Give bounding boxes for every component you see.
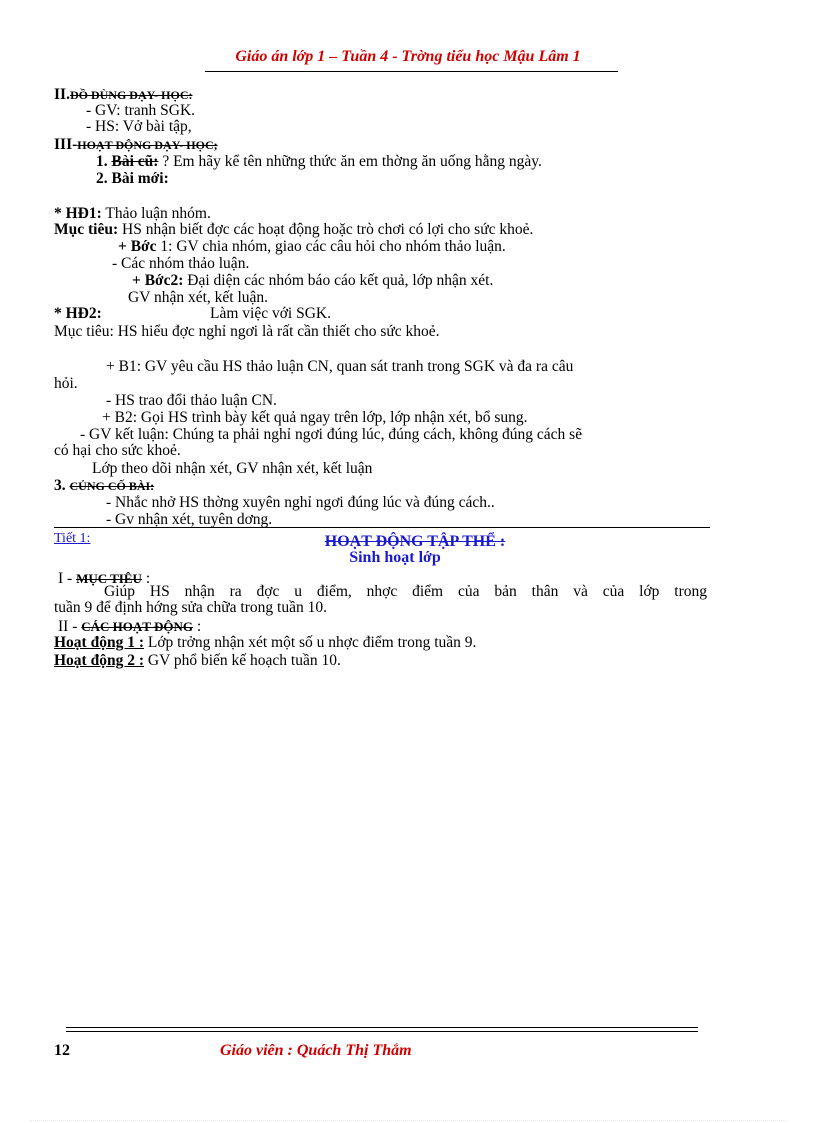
hd1-buoc1-line [118,238,506,255]
hd2-b1-line2: hỏi. [54,375,78,392]
cung-co-number: 3. [54,477,66,494]
hd1-muc-tieu-text: HS nhận biết đợc các hoạt động hoặc trò chơi có lợi cho sức khoẻ. [118,221,534,238]
hoat-dong-2-label: Hoạt động 2 : [54,652,144,669]
cac-hoat-dong-heading [58,618,201,635]
muc-tieu-line1: Giúp HS nhận ra đợc u điểm, nhợc điểm của bản thân và của lớp trong [104,583,707,600]
muc-tieu-label: MỤC TIÊU [76,571,142,586]
hd1-text: Thảo luận nhóm. [101,205,211,222]
hd1-groups-line: - Các nhóm thảo luận. [112,255,250,272]
cac-hoat-dong-prefix: II - [58,618,82,635]
page-header-title: Giáo án lớp 1 – Tuần 4 - Trờng tiểu học Mậu Lâm 1 [235,48,581,65]
bai-moi-heading: 2. Bài mới: [96,170,169,187]
section-3-number: III- [54,136,78,153]
hd2-b2-line: + B2: Gọi HS trình bày kết quả ngay trên lớp, lớp nhận xét, bổ sung. [102,409,528,426]
section-3-title: HOẠT ĐỘNG DẠY- HỌC; [77,138,218,152]
hd1-buoc2-text: Đại diện các nhóm báo cáo kết quả, lớp nhận xét. [183,272,494,289]
cung-co-heading [54,477,154,495]
footer-rule-top [66,1027,698,1028]
hd1-buoc2-line [132,272,493,289]
hd2-class-follow: Lớp theo dõi nhận xét, GV nhận xét, kết luận [92,460,373,477]
bai-cu-line [96,153,542,170]
page-number: 12 [54,1042,70,1059]
bai-cu-label: Bài cũ: [111,153,159,170]
section-2-title: ĐỒ DÙNG DẠY- HỌC: [69,88,193,102]
hoat-dong-1-line [54,634,476,651]
hd1-muc-tieu-line [54,221,533,238]
hd2-label: * HĐ2: [54,305,102,322]
hd1-buoc1-text: 1: GV chia nhóm, giao các câu hỏi cho nhóm thảo luận. [156,238,506,255]
material-gv: - GV: tranh SGK. [86,102,196,119]
header-rule [205,71,618,72]
cac-hoat-dong-suffix: : [192,618,202,635]
hd2-text: Làm việc với SGK. [210,305,331,322]
section-separator [54,527,710,528]
section-3-heading [54,136,218,154]
muc-tieu-suffix: : [141,570,151,587]
hoat-dong-1-label: Hoạt động 1 : [54,634,144,651]
hoat-dong-1-text: Lớp trởng nhận xét một số u nhợc điểm trong tuần 9. [144,634,477,651]
bai-cu-text: ? Em hãy kể tên những thức ăn em thờng ăn uống hằng ngày. [158,153,542,170]
hd1-line [54,205,211,222]
bottom-dotted-border [30,1120,786,1121]
cung-co-title: CỦNG CỐ BÀI: [69,479,155,493]
muc-tieu-prefix: I - [58,570,77,587]
activity-subtitle: Sinh hoạt lớp [349,549,441,566]
section-2-number: II. [54,86,70,103]
hd2-b1-line1: + B1: GV yêu cầu HS thảo luận CN, quan sát tranh trong SGK và đa ra câu [106,358,574,375]
hd1-buoc1-label: + Bớc [118,238,157,255]
hd2-muc-tieu: Mục tiêu: HS hiểu đợc nghỉ ngơi là rất cần thiết cho sức khoẻ. [54,323,440,340]
tiet-label: Tiết 1: [54,531,91,546]
cung-co-item-2: - Gv nhận xét, tuyên dơng. [106,511,273,528]
hd2-gv-conclusion-line1: - GV kết luận: Chúng ta phải nghỉ ngơi đúng lúc, đúng cách, không đúng cách sẽ [80,426,583,443]
muc-tieu-line2: tuần 9 để định hớng sửa chữa trong tuần 10. [54,599,327,616]
activity-title: HOẠT ĐỘNG TẬP THỂ : [324,533,506,550]
hd1-buoc2-label: + Bớc2: [132,272,184,289]
hd1-muc-tieu-label: Mục tiêu: [54,221,119,238]
bai-cu-number: 1. [96,153,108,170]
cac-hoat-dong-label: CÁC HOẠT ĐỘNG [81,619,193,634]
cung-co-item-1: - Nhắc nhở HS thờng xuyên nghỉ ngơi đúng lúc và đúng cách.. [106,494,495,511]
hd2-hs-discussion: - HS trao đổi thảo luận CN. [106,392,277,409]
hoat-dong-2-text: GV phổ biến kế hoạch tuần 10. [144,652,341,669]
hd2-gv-conclusion-line2: có hại cho sức khoẻ. [54,442,181,459]
material-hs: - HS: Vở bài tập, [86,118,192,135]
footer-rule-bottom [66,1031,698,1032]
teacher-name: Giáo viên : Quách Thị Thắm [220,1042,412,1059]
hd1-label: * HĐ1: [54,205,102,222]
hoat-dong-2-line [54,652,341,669]
hd1-gv-conclusion: GV nhận xét, kết luận. [128,289,269,306]
